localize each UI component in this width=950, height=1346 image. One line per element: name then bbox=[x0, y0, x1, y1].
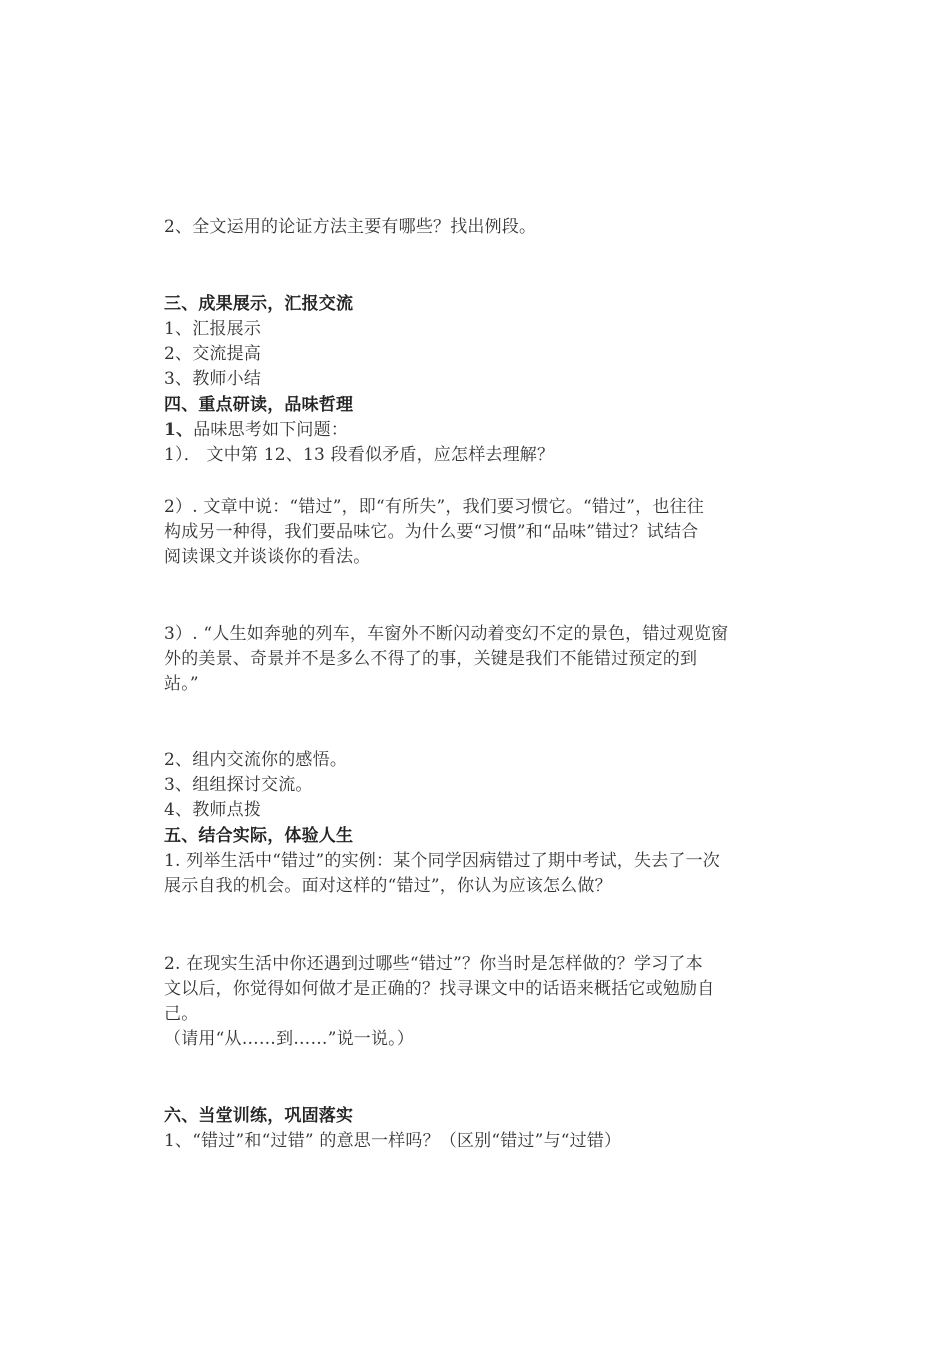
section-3-item-3: 3、教师小结 bbox=[164, 369, 262, 389]
section-5-heading: 五、结合实际，体验人生 bbox=[164, 826, 354, 846]
section-5-item-1-line-1: 1. 列举生活中“错过”的实例：某个同学因病错过了期中考试，失去了一次 bbox=[164, 851, 721, 871]
section-3-item-2: 2、交流提高 bbox=[164, 344, 262, 364]
section-6-item-1: 1、“错过”和“过错” 的意思一样吗？（区别“错过”与“过错） bbox=[164, 1131, 622, 1151]
section-3-heading: 三、成果展示，汇报交流 bbox=[164, 294, 354, 314]
sub-question-2-line-3: 阅读课文并谈谈你的看法。 bbox=[164, 547, 371, 567]
section-4-item-2: 2、组内交流你的感悟。 bbox=[164, 750, 348, 770]
sub-question-2-line-2: 构成另一种得，我们要品味它。为什么要“习惯”和“品味”错过？试结合 bbox=[164, 522, 699, 542]
section-5-note: （请用“从……到……”说一说。） bbox=[164, 1029, 415, 1049]
section-3-item-1: 1、汇报展示 bbox=[164, 319, 262, 339]
question-2-methods: 2、全文运用的论证方法主要有哪些？找出例段。 bbox=[164, 217, 537, 237]
section-4-item-4: 4、教师点拨 bbox=[164, 800, 262, 820]
section-5-item-1-line-2: 展示自我的机会。面对这样的“错过”，你认为应该怎么做？ bbox=[164, 876, 612, 896]
section-5-item-2-line-3: 己。 bbox=[164, 1004, 199, 1024]
section-4-heading: 四、重点研读，品味哲理 bbox=[164, 395, 354, 415]
section-4-item-1-text: 品味思考如下问题： bbox=[193, 420, 349, 440]
section-5-item-2-line-1: 2. 在现实生活中你还遇到过哪些“错过”？你当时是怎样做的？学习了本 bbox=[164, 954, 703, 974]
sub-question-2-line-1: 2）. 文章中说：“错过”，即“有所失”，我们要习惯它。“错过”，也往往 bbox=[164, 497, 704, 517]
sub-question-3-line-3: 站。” bbox=[164, 674, 199, 694]
section-4-item-1 bbox=[164, 418, 794, 443]
sub-question-3-line-1: 3）. “人生如奔驰的列车，车窗外不断闪动着变幻不定的景色，错过观览窗 bbox=[164, 624, 729, 644]
section-4-item-1-number: 1、 bbox=[164, 420, 194, 440]
section-5-item-2-line-2: 文以后，你觉得如何做才是正确的？找寻课文中的话语来概括它或勉励自 bbox=[164, 979, 715, 999]
section-6-heading: 六、当堂训练，巩固落实 bbox=[164, 1106, 354, 1126]
sub-question-1: 1）． 文中第 12、13 段看似矛盾，应怎样去理解？ bbox=[164, 445, 555, 465]
sub-question-3-line-2: 外的美景、奇景并不是多么不得了的事，关键是我们不能错过预定的到 bbox=[164, 649, 698, 669]
section-4-item-3: 3、组组探讨交流。 bbox=[164, 775, 313, 795]
